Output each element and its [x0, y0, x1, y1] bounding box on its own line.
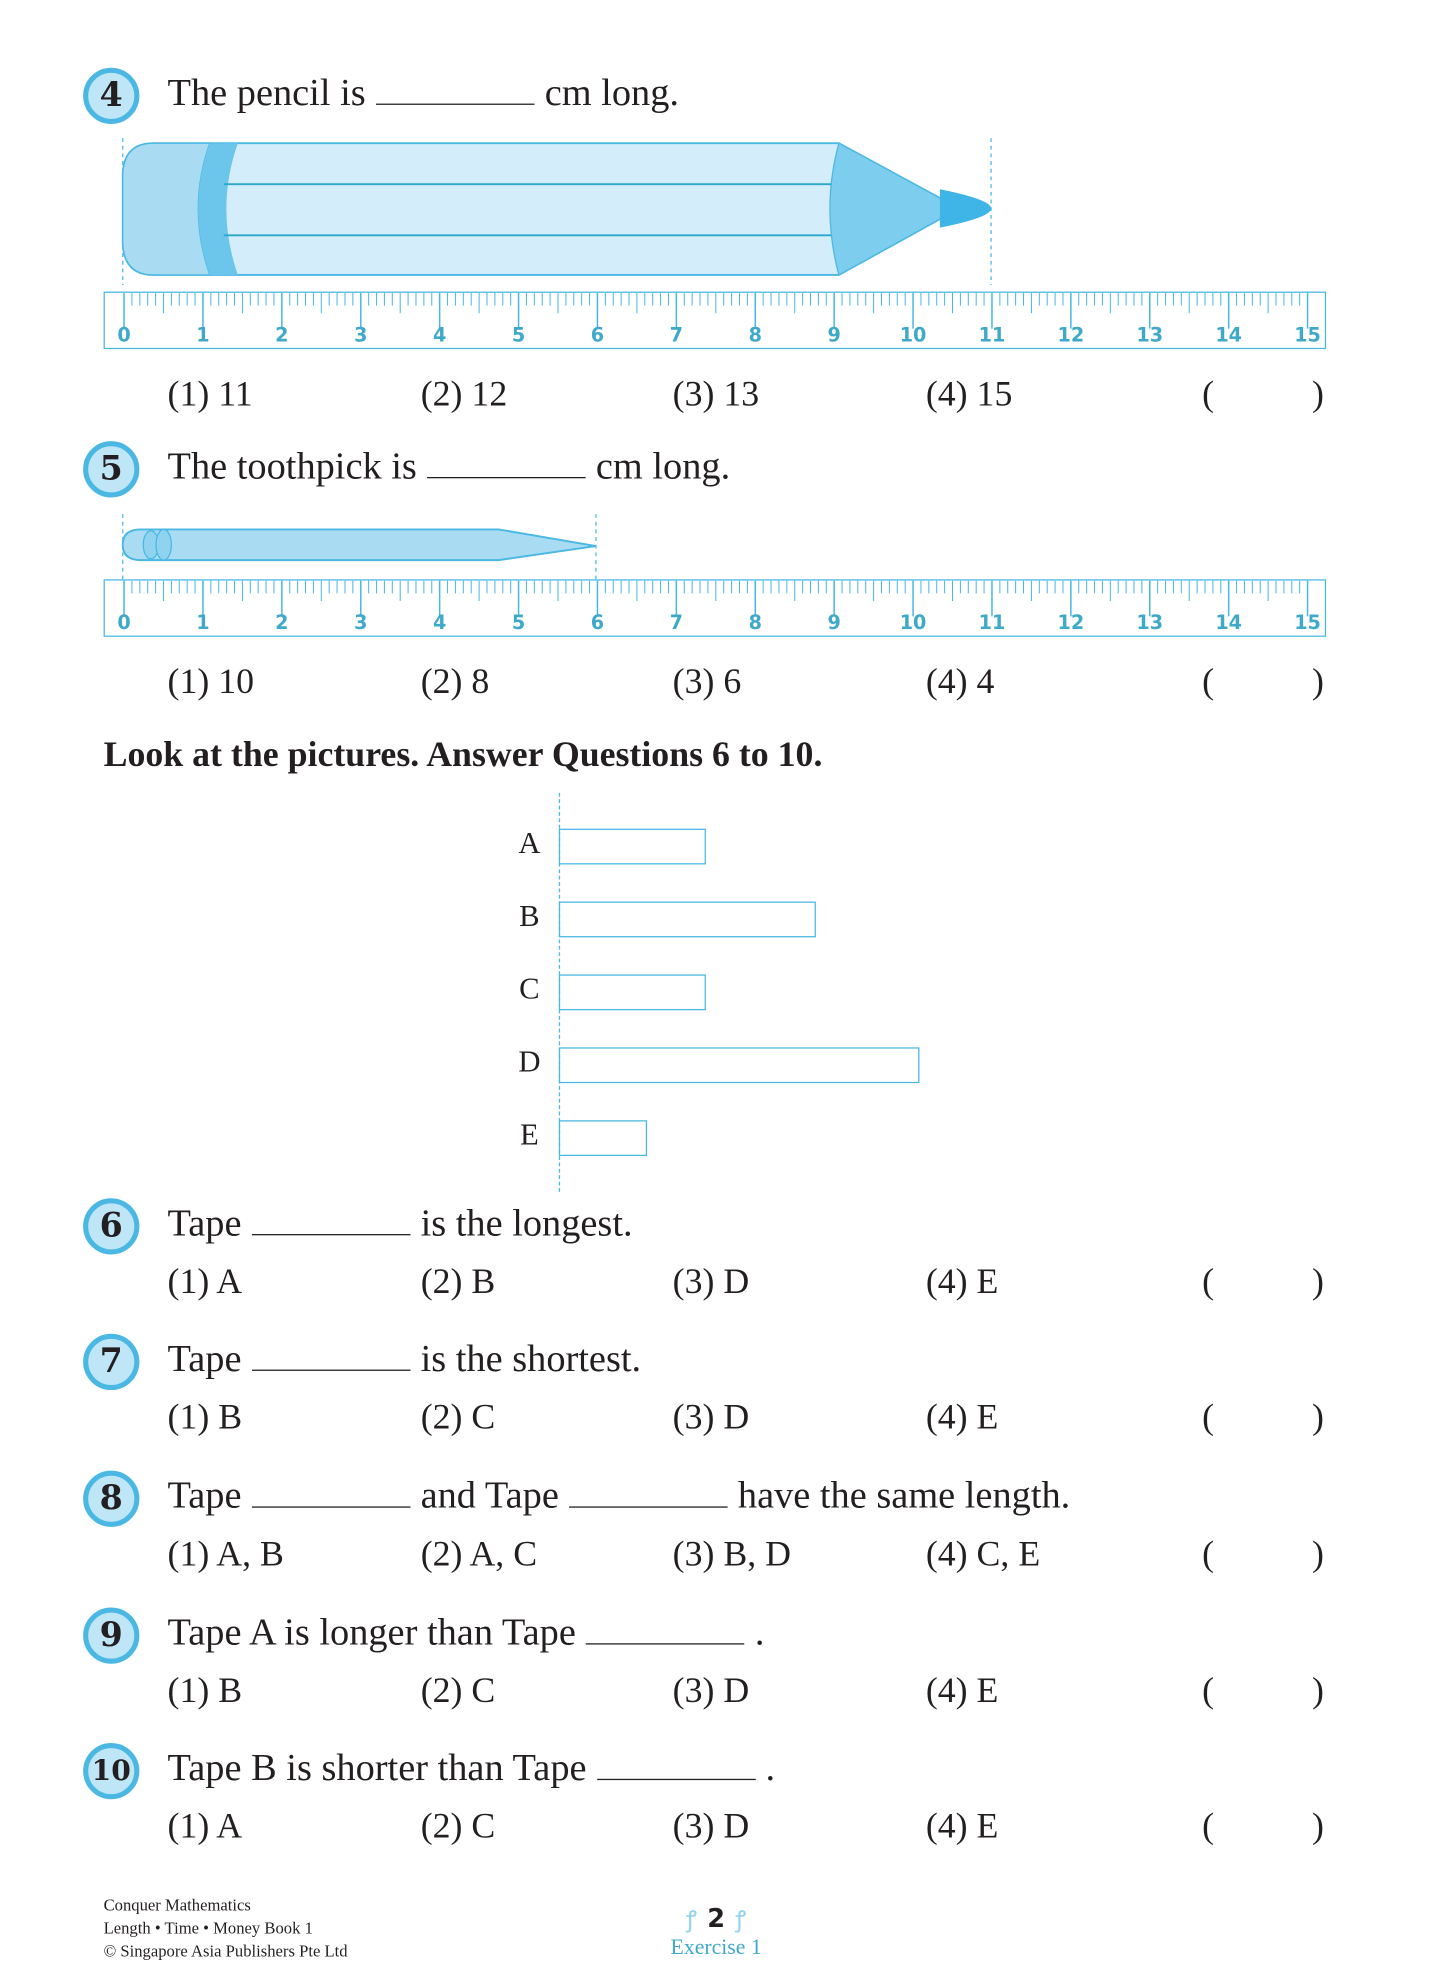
- question-4-text: [168, 72, 679, 115]
- pencil-illustration: [115, 138, 1010, 285]
- answer-paren-close: ): [1312, 1397, 1324, 1438]
- option-1[interactable]: (1) B: [167, 1397, 243, 1438]
- ruler-label: 10: [899, 323, 927, 347]
- option-1[interactable]: (1) A: [167, 1806, 243, 1847]
- ruler-label: 5: [511, 323, 526, 347]
- question-text: is the shortest.: [420, 1337, 642, 1380]
- answer-blank[interactable]: [569, 1481, 728, 1508]
- option-1[interactable]: (1) 10: [167, 662, 255, 703]
- option-1[interactable]: (1) A, B: [167, 1534, 284, 1575]
- toothpick-illustration: [115, 514, 607, 580]
- option-4[interactable]: (4) E: [925, 1262, 999, 1302]
- answer-paren-open[interactable]: (: [1202, 1806, 1215, 1847]
- page-number-block: [652, 1903, 780, 1961]
- option-4[interactable]: (4) 15: [925, 374, 1013, 415]
- question-text: cm long.: [595, 445, 731, 488]
- ruler-label: 9: [827, 611, 841, 635]
- question-number-badge: 4: [83, 68, 139, 124]
- question-text: .: [754, 1611, 765, 1654]
- option-2[interactable]: (2) B: [420, 1262, 496, 1302]
- question-text: and Tape: [420, 1474, 559, 1517]
- answer-paren-open[interactable]: (: [1202, 662, 1215, 703]
- ruler-label: 11: [978, 323, 1006, 347]
- option-4[interactable]: (4) E: [925, 1806, 999, 1847]
- ruler-label: 13: [1136, 611, 1164, 635]
- answer-paren-open[interactable]: (: [1202, 1671, 1215, 1712]
- ruler-label: 3: [354, 323, 368, 347]
- answer-paren-open[interactable]: (: [1202, 1397, 1215, 1438]
- option-3[interactable]: (3) D: [672, 1262, 750, 1302]
- ruler-label: 8: [748, 323, 762, 347]
- footer-series: Conquer Mathematics: [103, 1895, 251, 1915]
- answer-blank[interactable]: [427, 451, 586, 478]
- question-5-text: [168, 445, 731, 488]
- ruler-label: 4: [432, 323, 447, 347]
- option-4[interactable]: (4) C, E: [925, 1534, 1041, 1575]
- ruler-label: 15: [1294, 323, 1321, 347]
- option-2[interactable]: (2) C: [420, 1397, 496, 1438]
- tape-label: C: [519, 973, 540, 1007]
- option-2[interactable]: (2) C: [420, 1671, 496, 1712]
- footer-credits: [104, 1894, 348, 1963]
- question-text: Tape A is longer than Tape: [167, 1611, 576, 1654]
- question-text: Tape: [167, 1202, 242, 1245]
- question-7-text: [168, 1338, 642, 1381]
- answer-paren-open[interactable]: (: [1202, 1262, 1215, 1302]
- ruler: [104, 579, 1327, 637]
- question-number-badge: 9: [83, 1607, 139, 1663]
- question-number-badge: 5: [83, 441, 139, 497]
- answer-paren-open[interactable]: (: [1202, 374, 1215, 415]
- option-1[interactable]: (1) A: [167, 1262, 243, 1302]
- option-3[interactable]: (3) D: [672, 1806, 750, 1847]
- option-2[interactable]: (2) 8: [420, 662, 490, 703]
- ruler-label: 14: [1215, 323, 1243, 347]
- question-number-badge: 8: [83, 1471, 139, 1527]
- ruler-label: 6: [590, 323, 605, 347]
- question-6-text: [168, 1202, 633, 1245]
- answer-blank[interactable]: [252, 1344, 411, 1371]
- question-number-badge: 6: [83, 1198, 139, 1254]
- answer-paren-close: ): [1312, 1534, 1324, 1575]
- answer-blank[interactable]: [252, 1208, 411, 1235]
- tape-label: B: [519, 900, 540, 934]
- footer-book: Length • Time • Money Book 1: [103, 1918, 313, 1938]
- swirl-left-icon: ꝭ: [686, 1906, 697, 1933]
- question-number-badge: 7: [83, 1334, 139, 1390]
- ruler: [104, 292, 1327, 350]
- answer-paren-close: ): [1312, 1806, 1324, 1847]
- question-text: The toothpick is: [167, 445, 417, 488]
- ruler-label: 12: [1057, 323, 1085, 347]
- answer-paren-close: ): [1312, 374, 1324, 415]
- option-4[interactable]: (4) E: [925, 1397, 999, 1438]
- ruler-label: 13: [1136, 323, 1164, 347]
- tape-label: A: [518, 827, 541, 861]
- question-text: Tape: [167, 1337, 242, 1380]
- question-text: The pencil is: [167, 71, 366, 114]
- question-9-text: [168, 1611, 765, 1654]
- question-10-text: [168, 1747, 776, 1790]
- ruler-label: 8: [748, 611, 762, 635]
- ruler-label: 15: [1294, 611, 1321, 635]
- question-text: Tape B is shorter than Tape: [167, 1746, 587, 1790]
- answer-blank[interactable]: [252, 1481, 411, 1508]
- question-text: Tape: [167, 1474, 242, 1517]
- answer-paren-open[interactable]: (: [1202, 1534, 1215, 1575]
- ruler-label: 3: [354, 611, 368, 635]
- ruler-label: 7: [669, 611, 684, 635]
- ruler-label: 0: [117, 323, 131, 347]
- ruler-label: 5: [511, 611, 526, 635]
- footer-copyright: © Singapore Asia Publishers Pte Ltd: [103, 1941, 348, 1961]
- question-number-badge: 10: [83, 1743, 139, 1799]
- tape-e: [559, 1120, 647, 1156]
- tape-c: [559, 974, 706, 1010]
- option-2[interactable]: (2) 12: [420, 374, 508, 415]
- ruler-label: 12: [1057, 611, 1085, 635]
- answer-paren-close: ): [1312, 662, 1324, 703]
- option-4[interactable]: (4) 4: [925, 662, 995, 703]
- ruler-label: 4: [432, 611, 447, 635]
- option-1[interactable]: (1) 11: [167, 374, 253, 415]
- swirl-right-icon: ꝭ: [735, 1906, 747, 1933]
- tape-label: E: [520, 1118, 539, 1153]
- question-8-text: [168, 1474, 1071, 1517]
- question-text: is the longest.: [420, 1202, 633, 1245]
- ruler-label: 11: [978, 611, 1006, 635]
- answer-blank[interactable]: [597, 1753, 756, 1780]
- option-3[interactable]: (3) D: [672, 1671, 750, 1712]
- option-1[interactable]: (1) B: [167, 1671, 243, 1712]
- option-3[interactable]: (3) B, D: [672, 1534, 791, 1575]
- tape-label: D: [518, 1046, 541, 1080]
- ruler-label: 10: [899, 611, 927, 635]
- ruler-label: 14: [1215, 611, 1243, 635]
- page-number: 2: [707, 1902, 726, 1934]
- answer-paren-close: ): [1312, 1262, 1324, 1302]
- question-text: cm long.: [544, 71, 679, 114]
- answer-blank[interactable]: [586, 1618, 745, 1645]
- option-3[interactable]: (3) D: [672, 1397, 750, 1438]
- option-3[interactable]: (3) 6: [672, 662, 742, 703]
- option-2[interactable]: (2) A, C: [420, 1534, 538, 1575]
- option-4[interactable]: (4) E: [925, 1671, 999, 1712]
- ruler-label: 2: [275, 611, 289, 635]
- ruler-label: 2: [275, 323, 289, 347]
- tape-b: [559, 902, 816, 938]
- option-2[interactable]: (2) C: [420, 1806, 496, 1847]
- ruler-label: 0: [117, 611, 131, 635]
- ruler-label: 1: [196, 611, 210, 635]
- tape-a: [559, 829, 706, 865]
- exercise-label: Exercise 1: [670, 1934, 762, 1960]
- answer-paren-close: ): [1312, 1671, 1324, 1712]
- tape-d: [559, 1047, 919, 1083]
- ruler-label: 7: [669, 323, 684, 347]
- ruler-label: 6: [590, 611, 605, 635]
- ruler-label: 1: [196, 323, 210, 347]
- ruler-label: 9: [827, 323, 841, 347]
- answer-blank[interactable]: [376, 78, 535, 105]
- option-3[interactable]: (3) 13: [672, 374, 760, 415]
- question-text: .: [765, 1746, 776, 1790]
- question-text: have the same length.: [737, 1474, 1071, 1517]
- section-heading: Look at the pictures. Answer Questions 6 to 10.: [103, 735, 823, 775]
